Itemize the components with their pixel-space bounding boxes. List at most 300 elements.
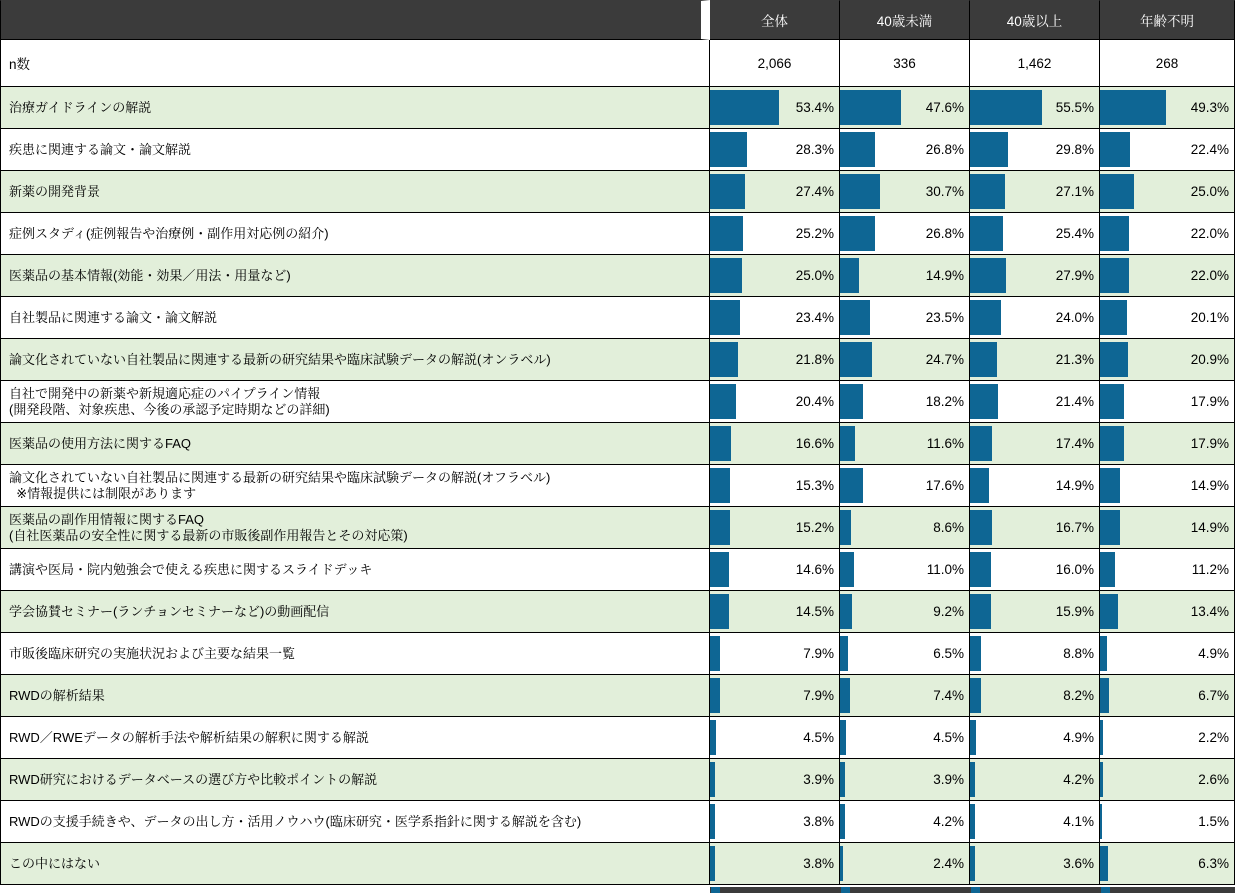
- value-label: 7.9%: [803, 646, 834, 661]
- value-label: 20.4%: [795, 394, 834, 409]
- value-label: 53.4%: [795, 100, 834, 115]
- value-bar: [710, 174, 745, 209]
- value-bar: [1100, 300, 1127, 335]
- data-cell: [970, 675, 1100, 717]
- bottom-band-cell: [840, 885, 970, 894]
- data-cell: [840, 633, 970, 675]
- value-label: 21.3%: [1055, 352, 1094, 367]
- value-bar: [1100, 384, 1124, 419]
- value-bar: [710, 846, 715, 881]
- value-label: 4.9%: [1198, 646, 1229, 661]
- data-cell: [710, 87, 840, 129]
- value-bar: [1100, 258, 1129, 293]
- row-label-line: 治療ガイドラインの解説: [9, 99, 152, 115]
- data-cell: [710, 423, 840, 465]
- row-label: [0, 129, 710, 171]
- value-label: 8.2%: [1063, 688, 1094, 703]
- data-cell: [1100, 717, 1235, 759]
- value-bar: [1100, 174, 1134, 209]
- row-label: [0, 759, 710, 801]
- value-label: 49.3%: [1190, 100, 1229, 115]
- value-label: 26.8%: [925, 142, 964, 157]
- row-label-line: 新薬の開発背景: [9, 183, 101, 199]
- value-label: 7.9%: [803, 688, 834, 703]
- data-cell: [1100, 297, 1235, 339]
- data-cell: [840, 801, 970, 843]
- value-bar: [970, 678, 981, 713]
- row-label: [0, 801, 710, 843]
- data-cell: [840, 255, 970, 297]
- data-cell: [840, 759, 970, 801]
- data-cell: [1100, 339, 1235, 381]
- data-cell: [710, 591, 840, 633]
- data-cell: [970, 633, 1100, 675]
- value-bar: [1100, 342, 1128, 377]
- data-cell: [840, 465, 970, 507]
- data-cell: [710, 339, 840, 381]
- cutoff-bar-mark: [1101, 887, 1110, 893]
- value-bar: [970, 216, 1003, 251]
- value-label: 20.1%: [1190, 310, 1229, 325]
- data-cell: [1100, 675, 1235, 717]
- value-bar: [840, 720, 846, 755]
- data-cell: [970, 213, 1100, 255]
- value-bar: [970, 258, 1006, 293]
- data-cell: [840, 591, 970, 633]
- value-bar: [710, 132, 747, 167]
- data-cell: [1100, 213, 1235, 255]
- value-bar: [970, 762, 975, 797]
- data-cell: [1100, 465, 1235, 507]
- data-cell: [840, 423, 970, 465]
- row-label: [0, 843, 710, 885]
- value-label: 11.2%: [1191, 562, 1229, 577]
- row-label-line: 市販後臨床研究の実施状況および主要な結果一覧: [9, 645, 296, 661]
- data-cell: [1100, 759, 1235, 801]
- data-cell: [840, 129, 970, 171]
- data-cell: [840, 381, 970, 423]
- n-count-value: 1,462: [1017, 55, 1052, 71]
- row-label-line: 症例スタディ(症例報告や治療例・副作用対応例の紹介): [9, 225, 329, 241]
- row-label: [0, 633, 710, 675]
- data-cell: [970, 297, 1100, 339]
- row-label-line: RWD／RWEデータの解析手法や解析結果の解釈に関する解説: [9, 729, 369, 745]
- value-bar: [1100, 804, 1102, 839]
- row-label-line: RWDの支援手続きや、データの出し方・活用ノウハウ(臨床研究・医学系指針に関する解説を含む): [9, 813, 582, 829]
- data-cell: [970, 507, 1100, 549]
- data-cell: [840, 843, 970, 885]
- data-cell: [970, 87, 1100, 129]
- row-label-line: 自社製品に関連する論文・論文解説: [9, 309, 218, 325]
- data-cell: [1100, 633, 1235, 675]
- cutoff-bar-mark: [711, 887, 720, 893]
- value-bar: [970, 132, 1008, 167]
- data-cell: [710, 213, 840, 255]
- data-cell: [970, 549, 1100, 591]
- value-bar: [710, 636, 720, 671]
- bottom-band-cell: [710, 885, 840, 894]
- data-cell: [1100, 423, 1235, 465]
- value-label: 4.2%: [1063, 772, 1094, 787]
- value-label: 20.9%: [1190, 352, 1229, 367]
- value-label: 6.3%: [1198, 856, 1229, 871]
- value-bar: [840, 762, 845, 797]
- value-bar: [840, 174, 880, 209]
- value-label: 14.9%: [1190, 478, 1229, 493]
- data-cell: [710, 381, 840, 423]
- data-cell: [970, 465, 1100, 507]
- value-bar: [970, 510, 992, 545]
- value-label: 17.6%: [925, 478, 964, 493]
- data-cell: [1100, 801, 1235, 843]
- data-cell: [970, 171, 1100, 213]
- value-bar: [840, 594, 852, 629]
- data-cell: [840, 87, 970, 129]
- row-label: [0, 465, 710, 507]
- row-label: [0, 675, 710, 717]
- value-bar: [1100, 468, 1120, 503]
- row-label-line: 医薬品の副作用情報に関するFAQ: [9, 511, 205, 527]
- value-bar: [970, 720, 976, 755]
- value-label: 3.8%: [803, 814, 834, 829]
- value-label: 27.4%: [795, 184, 834, 199]
- value-bar: [840, 216, 875, 251]
- data-cell: [1100, 87, 1235, 129]
- data-cell: [1100, 381, 1235, 423]
- value-label: 4.9%: [1063, 730, 1094, 745]
- value-label: 16.6%: [795, 436, 834, 451]
- value-label: 14.6%: [795, 562, 834, 577]
- value-label: 17.9%: [1190, 436, 1229, 451]
- value-label: 11.6%: [926, 436, 964, 451]
- value-label: 24.7%: [925, 352, 964, 367]
- value-label: 21.8%: [795, 352, 834, 367]
- value-bar: [840, 510, 851, 545]
- value-bar: [1100, 594, 1118, 629]
- value-label: 14.5%: [795, 604, 834, 619]
- data-cell: [970, 591, 1100, 633]
- value-bar: [710, 594, 729, 629]
- n-count-value: 2,066: [757, 55, 792, 71]
- row-label: [0, 213, 710, 255]
- data-cell: [840, 675, 970, 717]
- value-label: 3.8%: [803, 856, 834, 871]
- bottom-band: [1100, 887, 1235, 893]
- data-cell: [1100, 591, 1235, 633]
- value-label: 25.2%: [795, 226, 834, 241]
- n-count-value: 336: [893, 55, 916, 71]
- data-cell: [710, 549, 840, 591]
- value-bar: [970, 90, 1042, 125]
- data-cell: [710, 297, 840, 339]
- value-bar: [840, 300, 870, 335]
- value-label: 4.1%: [1063, 814, 1094, 829]
- data-cell: [970, 423, 1100, 465]
- value-bar: [710, 384, 736, 419]
- value-bar: [840, 342, 872, 377]
- value-label: 4.5%: [803, 730, 834, 745]
- row-label: [0, 591, 710, 633]
- data-cell: [710, 255, 840, 297]
- value-bar: [840, 468, 863, 503]
- value-bar: [970, 636, 981, 671]
- value-bar: [840, 846, 843, 881]
- value-bar: [840, 384, 863, 419]
- value-label: 7.4%: [933, 688, 964, 703]
- data-cell: [970, 843, 1100, 885]
- value-label: 47.6%: [925, 100, 964, 115]
- column-header: [840, 0, 970, 40]
- row-label-line: 論文化されていない自社製品に関連する最新の研究結果や臨床試験データの解説(オフラベル): [9, 469, 551, 485]
- bottom-band: [840, 887, 970, 893]
- data-cell: [840, 339, 970, 381]
- value-label: 14.9%: [1190, 520, 1229, 535]
- row-label-line: 自社で開発中の新薬や新規適応症のパイプライン情報: [9, 385, 321, 401]
- row-label: [0, 297, 710, 339]
- n-count-cell: [970, 40, 1100, 87]
- value-label: 25.0%: [1190, 184, 1229, 199]
- data-cell: [970, 255, 1100, 297]
- value-label: 6.7%: [1198, 688, 1229, 703]
- value-bar: [840, 636, 848, 671]
- value-label: 4.5%: [933, 730, 964, 745]
- value-label: 15.9%: [1055, 604, 1094, 619]
- value-bar: [840, 804, 845, 839]
- value-bar: [970, 384, 998, 419]
- value-label: 2.2%: [1198, 730, 1229, 745]
- value-bar: [970, 846, 975, 881]
- value-label: 15.2%: [795, 520, 834, 535]
- data-cell: [710, 759, 840, 801]
- data-cell: [1100, 549, 1235, 591]
- column-header: [1100, 0, 1235, 40]
- value-label: 23.4%: [795, 310, 834, 325]
- data-cell: [970, 759, 1100, 801]
- cutoff-bar-mark: [841, 887, 850, 893]
- value-label: 27.1%: [1055, 184, 1094, 199]
- value-bar: [970, 342, 997, 377]
- value-bar: [710, 258, 742, 293]
- data-cell: [840, 507, 970, 549]
- value-bar: [970, 468, 989, 503]
- value-label: 17.9%: [1190, 394, 1229, 409]
- value-bar: [710, 300, 740, 335]
- data-cell: [840, 213, 970, 255]
- value-bar: [840, 552, 854, 587]
- value-bar: [1100, 636, 1107, 671]
- value-label: 22.0%: [1190, 268, 1229, 283]
- data-cell: [840, 297, 970, 339]
- data-cell: [710, 675, 840, 717]
- data-cell: [840, 717, 970, 759]
- value-bar: [1100, 426, 1124, 461]
- row-label-line: 学会協賛セミナー(ランチョンセミナーなど)の動画配信: [9, 603, 330, 619]
- data-cell: [710, 717, 840, 759]
- value-label: 21.4%: [1055, 394, 1094, 409]
- value-label: 11.0%: [926, 562, 964, 577]
- row-label-line: 講演や医局・院内勉強会で使える疾患に関するスライドデッキ: [9, 561, 373, 577]
- data-cell: [970, 381, 1100, 423]
- data-cell: [710, 171, 840, 213]
- value-label: 22.0%: [1190, 226, 1229, 241]
- value-label: 3.9%: [933, 772, 964, 787]
- value-bar: [710, 510, 730, 545]
- data-cell: [1100, 507, 1235, 549]
- value-bar: [970, 552, 991, 587]
- value-bar: [1100, 216, 1129, 251]
- value-bar: [710, 468, 730, 503]
- value-label: 25.0%: [795, 268, 834, 283]
- value-bar: [970, 426, 992, 461]
- row-label: [0, 255, 710, 297]
- data-cell: [840, 549, 970, 591]
- data-cell: [970, 717, 1100, 759]
- value-bar: [710, 762, 715, 797]
- row-label: [0, 549, 710, 591]
- row-label: [0, 339, 710, 381]
- value-bar: [710, 552, 729, 587]
- value-bar: [840, 426, 855, 461]
- value-label: 16.0%: [1055, 562, 1094, 577]
- value-label: 3.6%: [1063, 856, 1094, 871]
- data-cell: [970, 339, 1100, 381]
- value-label: 15.3%: [795, 478, 834, 493]
- row-label: [0, 381, 710, 423]
- value-bar: [1100, 510, 1120, 545]
- value-bar: [1100, 762, 1103, 797]
- value-label: 26.8%: [925, 226, 964, 241]
- row-label-line: (開発段階、対象疾患、今後の承認予定時期などの詳細): [9, 401, 330, 417]
- value-label: 14.9%: [1055, 478, 1094, 493]
- data-cell: [710, 801, 840, 843]
- n-count-cell: [1100, 40, 1235, 87]
- column-header: [710, 0, 840, 40]
- row-label-line: RWD研究におけるデータベースの選び方や比較ポイントの解説: [9, 771, 378, 787]
- value-bar: [840, 678, 850, 713]
- value-label: 29.8%: [1055, 142, 1094, 157]
- n-count-cell: [710, 40, 840, 87]
- value-label: 27.9%: [1055, 268, 1094, 283]
- value-bar: [970, 300, 1001, 335]
- data-cell: [710, 843, 840, 885]
- data-cell: [970, 801, 1100, 843]
- data-cell: [710, 633, 840, 675]
- column-header-label: 年齢不明: [1140, 14, 1194, 29]
- value-label: 24.0%: [1055, 310, 1094, 325]
- data-cell: [1100, 171, 1235, 213]
- value-label: 6.5%: [933, 646, 964, 661]
- value-bar: [1100, 720, 1103, 755]
- row-label-line: この中にはない: [9, 855, 101, 871]
- data-cell: [1100, 843, 1235, 885]
- value-label: 1.5%: [1198, 814, 1229, 829]
- value-bar: [970, 594, 991, 629]
- value-bar: [1100, 132, 1130, 167]
- value-label: 55.5%: [1055, 100, 1094, 115]
- value-label: 28.3%: [795, 142, 834, 157]
- column-header-label: 40歳以上: [1006, 14, 1063, 29]
- value-label: 4.2%: [933, 814, 964, 829]
- data-cell: [710, 129, 840, 171]
- row-label: [0, 171, 710, 213]
- data-cell: [710, 507, 840, 549]
- value-label: 30.7%: [925, 184, 964, 199]
- value-bar: [1100, 678, 1109, 713]
- row-label: [0, 423, 710, 465]
- value-label: 9.2%: [933, 604, 964, 619]
- column-header-label: 40歳未満: [876, 14, 933, 29]
- value-bar: [840, 132, 875, 167]
- data-cell: [970, 129, 1100, 171]
- value-bar: [840, 90, 901, 125]
- row-label-line: 医薬品の基本情報(効能・効果／用法・用量など): [9, 267, 291, 283]
- data-cell: [1100, 129, 1235, 171]
- n-row-label: [0, 40, 710, 87]
- bottom-band-cell: [1100, 885, 1235, 894]
- value-bar: [710, 720, 716, 755]
- value-label: 14.9%: [925, 268, 964, 283]
- value-bar: [710, 426, 731, 461]
- data-cell: [840, 171, 970, 213]
- row-label-line: (自社医薬品の安全性に関する最新の市販後副作用報告とその対応策): [9, 527, 408, 543]
- column-header: [970, 0, 1100, 40]
- value-label: 13.4%: [1190, 604, 1229, 619]
- row-label-line: RWDの解析結果: [9, 687, 105, 703]
- value-bar: [840, 258, 859, 293]
- value-label: 23.5%: [925, 310, 964, 325]
- row-label-line: 論文化されていない自社製品に関連する最新の研究結果や臨床試験データの解説(オンラベル): [9, 351, 551, 367]
- value-label: 2.6%: [1198, 772, 1229, 787]
- n-count-value: 268: [1155, 55, 1179, 71]
- value-bar: [710, 804, 715, 839]
- value-label: 18.2%: [925, 394, 964, 409]
- data-cell: [710, 465, 840, 507]
- row-label-line: ※情報提供には制限があります: [9, 485, 197, 501]
- value-bar: [970, 804, 975, 839]
- value-label: 22.4%: [1190, 142, 1229, 157]
- row-label: [0, 717, 710, 759]
- row-label-line: 疾患に関連する論文・論文解説: [9, 141, 192, 157]
- cutoff-bar-mark: [971, 887, 980, 893]
- row-label: [0, 507, 710, 549]
- value-bar: [710, 90, 779, 125]
- value-label: 25.4%: [1055, 226, 1094, 241]
- value-bar: [970, 174, 1005, 209]
- row-label: [0, 87, 710, 129]
- value-bar: [710, 342, 738, 377]
- n-label-text: n数: [9, 57, 31, 72]
- n-count-cell: [840, 40, 970, 87]
- value-label: 17.4%: [1055, 436, 1094, 451]
- bottom-band: [970, 887, 1100, 893]
- value-bar: [1100, 90, 1166, 125]
- row-label-line: 医薬品の使用方法に関するFAQ: [9, 435, 192, 451]
- bottom-band: [710, 887, 840, 893]
- value-label: 2.4%: [933, 856, 964, 871]
- bottom-band-cell: [970, 885, 1100, 894]
- value-label: 8.6%: [933, 520, 964, 535]
- bottom-spacer: [0, 885, 710, 894]
- value-label: 8.8%: [1063, 646, 1094, 661]
- data-cell: [1100, 255, 1235, 297]
- value-label: 16.7%: [1055, 520, 1094, 535]
- value-bar: [1100, 552, 1115, 587]
- value-label: 3.9%: [803, 772, 834, 787]
- value-bar: [710, 216, 743, 251]
- value-bar: [710, 678, 720, 713]
- value-bar: [1100, 846, 1108, 881]
- column-header-label: 全体: [761, 14, 788, 29]
